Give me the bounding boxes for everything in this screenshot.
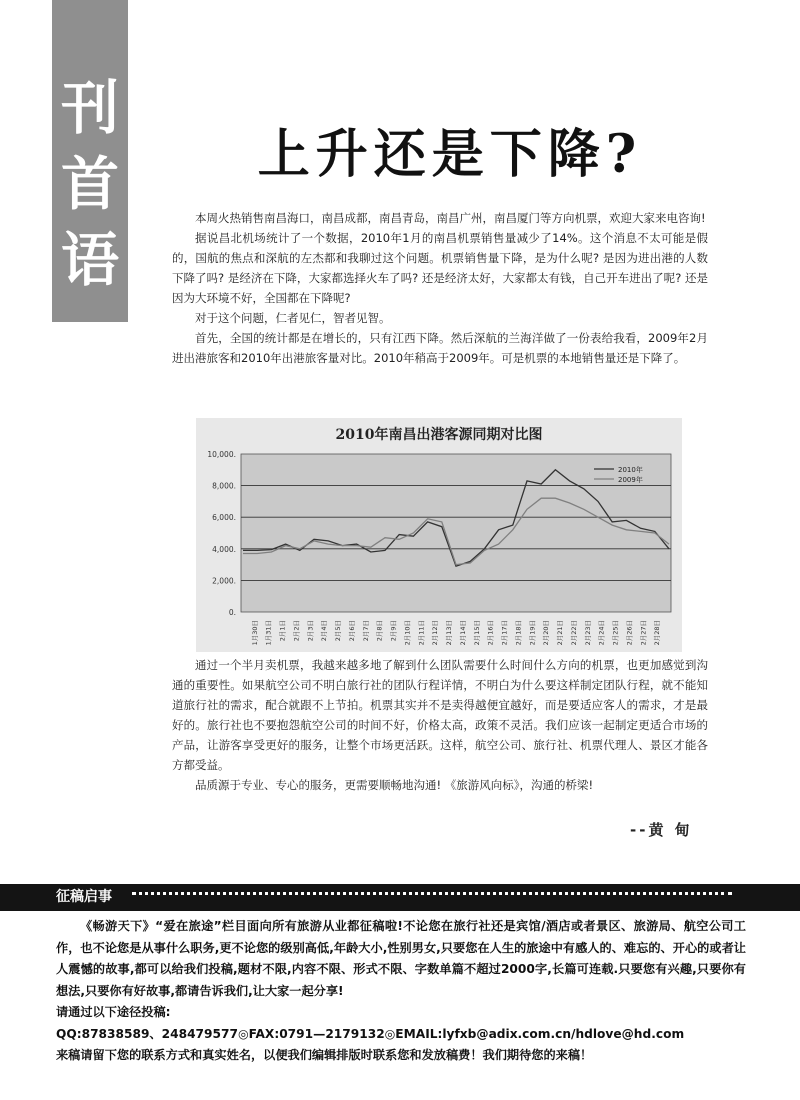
y-tick-label: 0. [228,608,236,617]
x-tick-label: 2月2日 [292,620,301,642]
notice-contacts: QQ:87838589、248479577◎FAX:0791—2179132◎EMAIL:lyfxb@adix.com.cn/hdlove@hd.com [56,1026,685,1041]
x-tick-label: 2月9日 [389,620,398,642]
y-tick-label: 2,000. [212,576,236,586]
notice-closing: 来稿请留下您的联系方式和真实姓名，以便我们编辑排版时联系您和发放稿费！我们期待您的来稿！ [56,1048,593,1062]
x-tick-label: 1月31日 [264,620,273,646]
notice-channels-label: 请通过以下途径投稿: [56,1005,171,1019]
x-tick-label: 2月22日 [569,620,578,646]
paragraph: 品质源于专业、专心的服务，更需要顺畅地沟通! 《旅游风向标》，沟通的桥梁! [195,778,594,792]
legend-label: 2010年 [618,466,643,474]
call-for-papers-banner [0,884,800,911]
x-tick-label: 2月13日 [445,620,454,646]
x-tick-label: 2月21日 [556,620,565,646]
side-tab-char: 语 [60,226,119,294]
x-tick-label: 2月3日 [306,620,315,642]
x-tick-label: 2月6日 [347,620,356,642]
x-tick-label: 2月16日 [486,620,495,646]
x-tick-label: 2月10日 [403,620,412,646]
x-tick-label: 2月28日 [653,620,662,646]
call-for-papers-notice [56,916,746,1067]
plot-area [241,454,671,612]
x-tick-label: 2月12日 [431,620,440,646]
y-tick-label: 6,000. [212,513,236,523]
paragraph: 首先，全国的统计都是在增长的，只有江西下降。然后深航的兰海洋做了一份表给我看，2009年2月进出港旅客和2010年出港旅客量对比。2010年稍高于2009年。可是机票的本地销售量还是下降了。 [172,331,708,365]
x-tick-label: 2月7日 [361,620,370,642]
paragraph: 本周火热销售南昌海口，南昌成都，南昌青岛，南昌广州，南昌厦门等方向机票，欢迎大家来电咨询! [195,211,706,225]
x-tick-label: 2月25日 [611,620,620,646]
x-tick-label: 2月11日 [417,620,426,646]
y-tick-label: 10,000. [207,450,236,459]
x-tick-label: 2月27日 [639,620,648,646]
x-tick-label: 2月1日 [278,620,287,642]
x-tick-label: 2月4日 [320,620,329,642]
outro-text [172,655,708,795]
paragraph: 对于这个问题，仁者见仁，智者见智。 [195,311,391,325]
passenger-comparison-chart [196,418,682,652]
chart-title: 2010年南昌出港客源同期对比图 [335,427,543,443]
x-tick-label: 2月20日 [542,620,551,646]
side-tab-char: 首 [60,150,119,218]
x-tick-label: 2月18日 [514,620,523,646]
x-tick-label: 2月14日 [458,620,467,646]
x-tick-label: 2月15日 [472,620,481,646]
banner-title: 征稿启事 [56,889,112,905]
author-signature: --黄 甸 [630,821,693,839]
notice-paragraph: 《畅游天下》“爱在旅途”栏目面向所有旅游从业都征稿啦!不论您在旅行社还是宾馆/酒店或者景区、旅游局、航空公司工作，也不论您是从事什么职务,更不论您的级别高低,年龄大小,性别男女,只要您在人生的旅途中有感人的、难忘的、开心的或者让人震憾的故事,都可以给我们投稿,题材不限,内容不限、形式不限、字数单篇不超过2000字,长篇可连载.只要您有兴趣,只要你有想法,只要你有好故事,都请告诉我们,让大家一起分享! [56,919,746,998]
side-tab-char: 刊 [60,74,119,142]
x-tick-label: 2月23日 [583,620,592,646]
side-tab-text [52,70,128,298]
headline: 上升还是下降? [257,124,643,185]
y-tick-label: 8,000. [212,481,236,491]
x-tick-label: 2月17日 [500,620,509,646]
y-tick-label: 4,000. [212,544,236,554]
x-tick-label: 2月5日 [334,620,343,642]
banner-dotted-rule [132,892,732,895]
x-tick-label: 2月8日 [375,620,384,642]
side-tab [52,0,128,322]
paragraph: 通过一个半月卖机票，我越来越多地了解到什么团队需要什么时间什么方向的机票，也更加感觉到沟通的重要性。如果航空公司不明白旅行社的团队行程详情，不明白为什么要这样制定团队行程，就不能知道旅行社的需求，配合就跟不上节拍。机票其实并不是卖得越便宜越好，而是要适应客人的需求，才是最好的。旅行社也不要抱怨航空公司的时间不好，价格太高，政策不灵活。我们应该一起制定更适合市场的产品，让游客享受更好的服务，让整个市场更活跃。这样，航空公司、旅行社、机票代理人、景区才能各方都受益。 [172,658,708,772]
x-tick-label: 2月26日 [625,620,634,646]
x-tick-label: 2月24日 [597,620,606,646]
x-tick-label: 2月19日 [528,620,537,646]
legend-label: 2009年 [618,476,643,484]
x-tick-label: 1月30日 [250,620,259,646]
paragraph: 据说昌北机场统计了一个数据，2010年1月的南昌机票销售量减少了14%。这个消息不太可能是假的，国航的焦点和深航的左杰都和我聊过这个问题。机票销售量下降，是为什么呢? 是因为进出港的人数下降了吗? 是经济在下降，大家都选择火车了吗? 还是经济太好，大家都太有钱，自己开车进出了呢? 还是因为大环境不好，全国都在下降呢? [172,231,708,305]
intro-text [172,208,708,368]
